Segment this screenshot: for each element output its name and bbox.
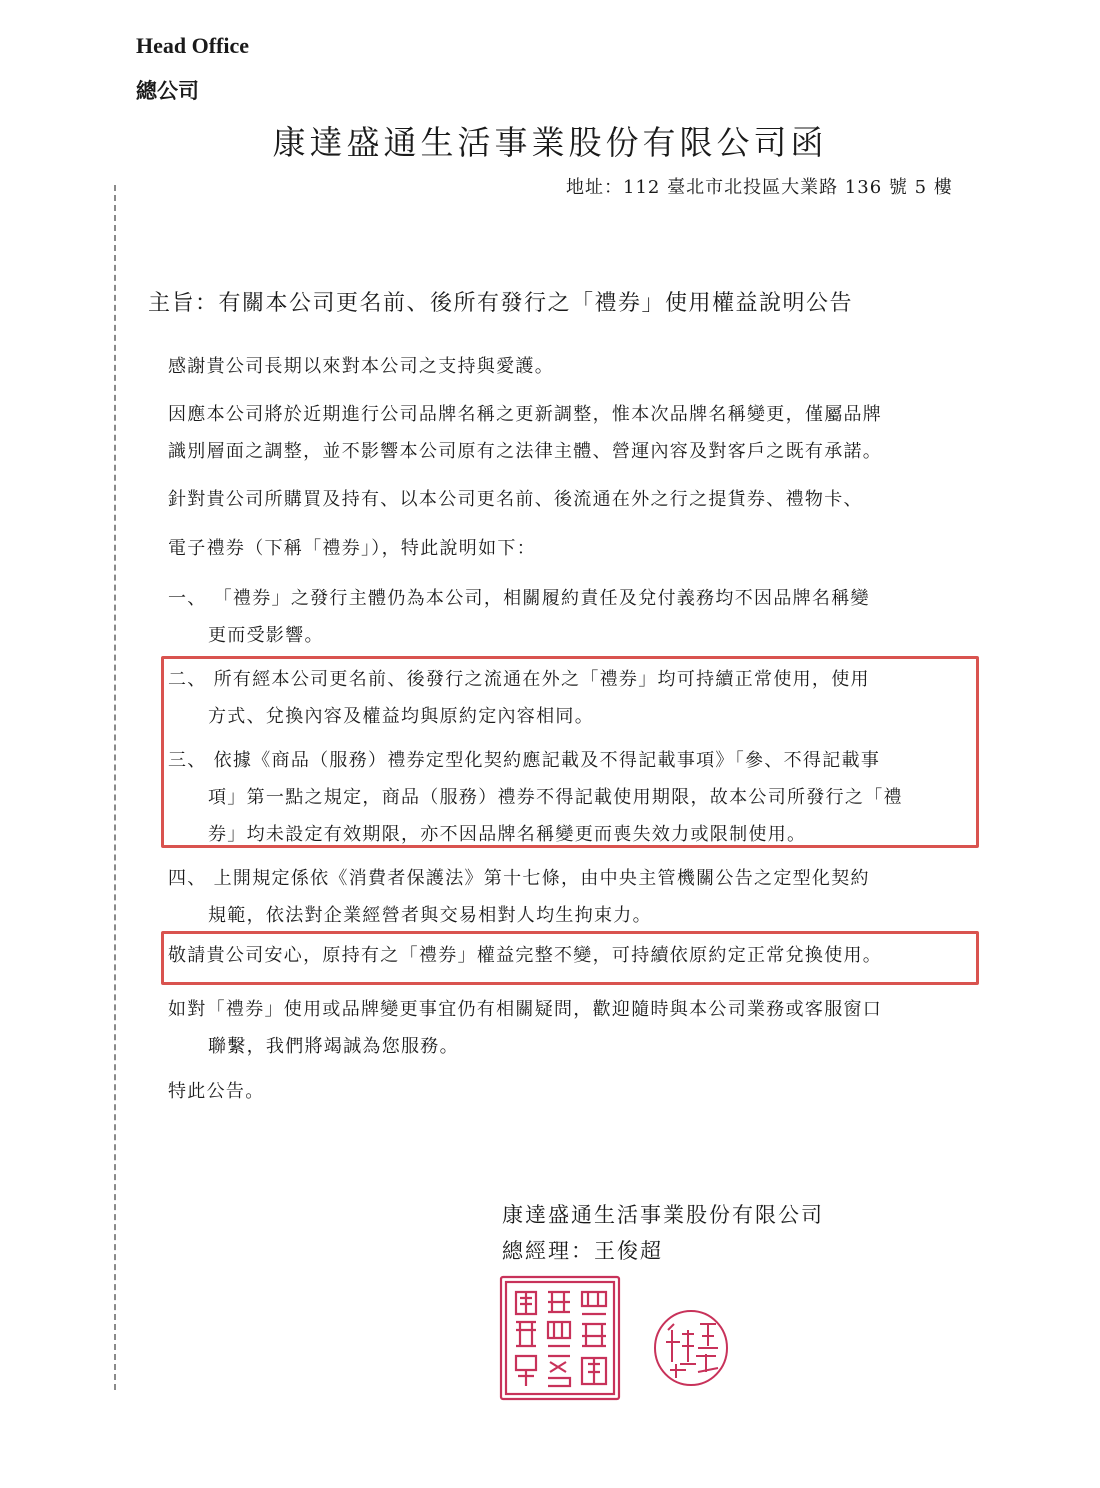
signature-manager: 總經理：王俊超 <box>502 1239 663 1263</box>
letter-title: 康達盛通生活事業股份有限公司函 <box>272 123 828 162</box>
list-item-2: 二、 所有經本公司更名前、後發行之流通在外之「禮券」均可持續正常使用，使用 方式、兌換內容及權益均與原約定內容相同。 <box>168 669 870 727</box>
signature-company: 康達盛通生活事業股份有限公司 <box>502 1203 824 1227</box>
office-label-zh: 總公司 <box>136 78 199 103</box>
manager-seal-icon <box>652 1308 730 1388</box>
paragraph-contact: 如對「禮券」使用或品牌變更事宜仍有相關疑問，歡迎隨時與本公司業務或客服窗口 聯繫，我們將竭誠為您服務。 <box>168 999 883 1057</box>
list-item-3: 三、 依據《商品（服務）禮券定型化契約應記載及不得記載事項》「參、不得記載事 項」第一點之規定，商品（服務）禮券不得記載使用期限，故本公司所發行之「禮 券」均未設定有效期限，亦不因品牌名稱變更而喪失效力或限制使用。 <box>168 750 903 845</box>
paragraph-rebrand: 因應本公司將於近期進行公司品牌名稱之更新調整，惟本次品牌名稱變更，僅屬品牌 識別層面之調整，並不影響本公司原有之法律主體、營運內容及對客戶之既有承諾。 <box>168 404 883 462</box>
paragraph-scope-line-1: 針對貴公司所購買及持有、以本公司更名前、後流通在外之行之提貨券、禮物卡、 <box>168 489 863 510</box>
paragraph-closing: 特此公告。 <box>168 1081 265 1102</box>
company-address: 地址：112 臺北市北投區大業路 136 號 5 樓 <box>566 177 953 198</box>
list-item-4: 四、 上開規定係依《消費者保護法》第十七條，由中央主管機關公告之定型化契約 規範，依法對企業經營者與交易相對人均生拘束力。 <box>168 868 870 926</box>
office-label-en: Head Office <box>136 33 250 58</box>
paragraph-thanks: 感謝貴公司長期以來對本公司之支持與愛護。 <box>168 356 554 377</box>
list-item-1: 一、 「禮券」之發行主體仍為本公司，相關履約責任及兌付義務均不因品牌名稱變 更而受影響。 <box>168 588 870 646</box>
fold-line <box>114 185 116 1390</box>
paragraph-assurance: 敬請貴公司安心，原持有之「禮券」權益完整不變，可持續依原約定正常兌換使用。 <box>168 945 883 966</box>
company-seal-icon <box>498 1274 622 1402</box>
paragraph-scope-line-2: 電子禮券（下稱「禮券」），特此說明如下： <box>168 538 536 559</box>
subject-line: 主旨：有關本公司更名前、後所有發行之「禮券」使用權益說明公告 <box>148 291 854 316</box>
